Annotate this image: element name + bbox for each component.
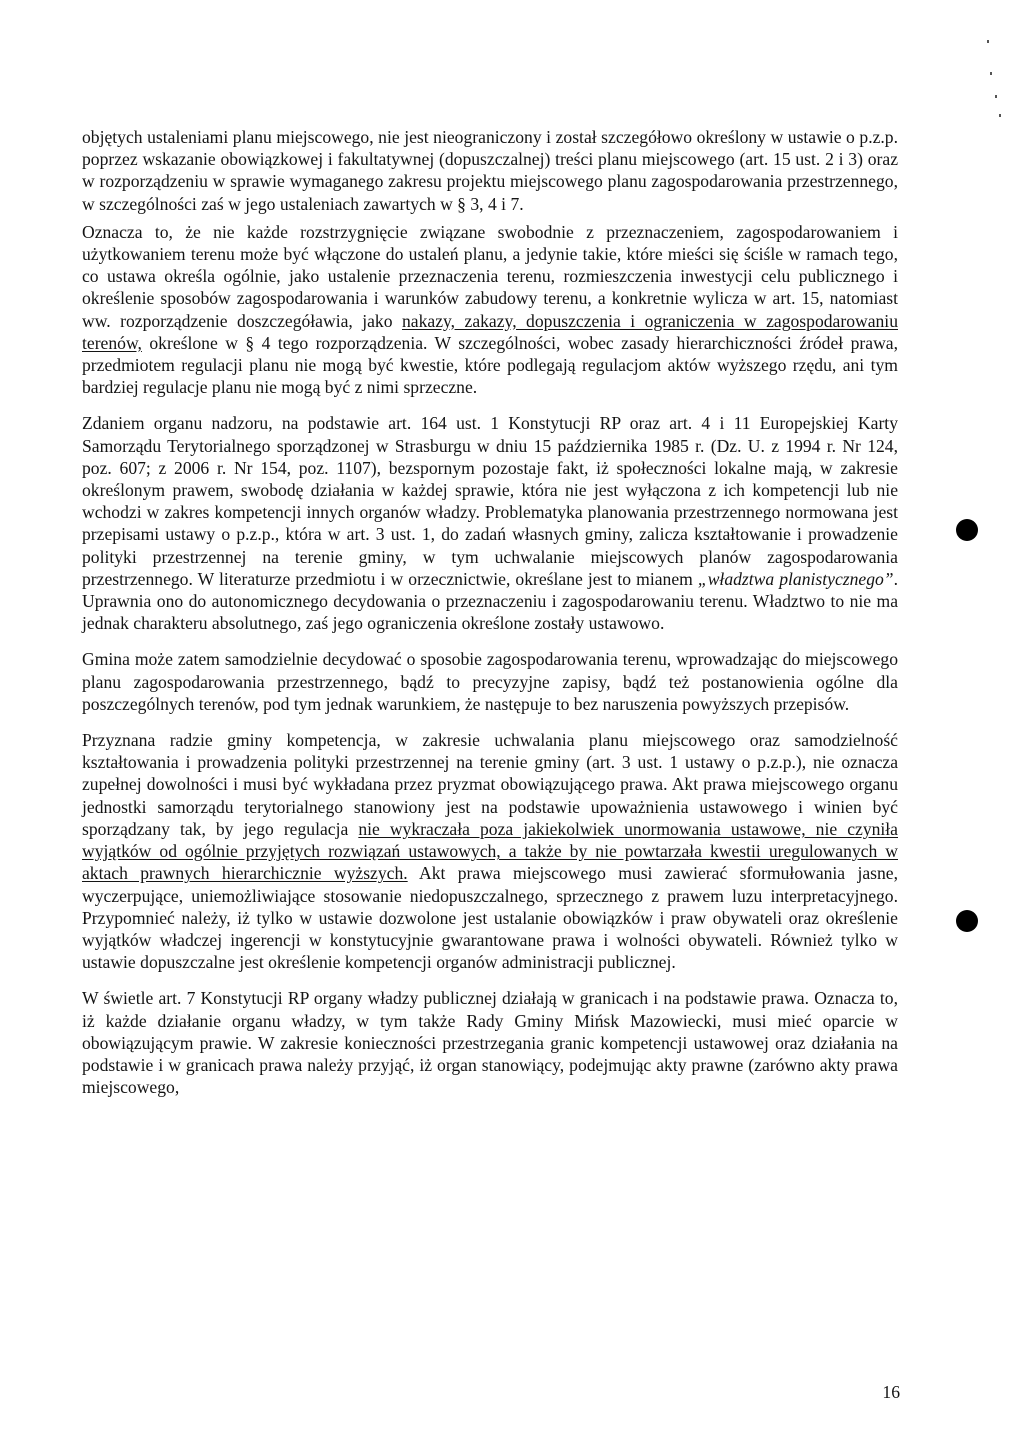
punch-hole-mark: [956, 519, 978, 541]
paragraph-5: [82, 729, 898, 973]
scan-speck: [990, 72, 992, 75]
document-body: [82, 126, 898, 1112]
paragraph-3: [82, 412, 898, 634]
scan-speck: [987, 40, 989, 43]
paragraph-6: W świetle art. 7 Konstytucji RP organy władzy publicznej działają w granicach i na podstawie prawa. Oznacza to, iż każde działanie organu władzy, w tym także Rady Gminy Mińsk Mazowiecki, musi mieć oparcie w obowiązującym prawie. W zakresie konieczności przestrzegania granic kompetencji ustawowej oraz działania na podstawie i w granicach prawa należy przyjąć, iż organ stanowiący, podejmując akty prawne (zarówno akty prawa miejscowego,: [82, 988, 898, 1098]
scan-speck: [999, 114, 1001, 117]
paragraph-2: [82, 221, 898, 399]
underlined-phrase: nakazy, zakazy, dopuszczenia i ograniczenia w zagospodarowaniu terenów,: [82, 310, 898, 353]
italic-term: „władztwa planistycznego”: [697, 568, 894, 589]
paragraph-4: Gmina może zatem samodzielnie decydować o sposobie zagospodarowania terenu, wprowadzając do miejscowego planu zagospodarowania przestrzennego, bądź to precyzyjne zapisy, bądź też postanowienia ogólne dla poszczególnych terenów, pod tym jednak warunkiem, że następuje to bez naruszenia powyższych przepisów.: [82, 649, 898, 714]
paragraph-5-text: Przyznana radzie gminy kompetencja, w zakresie uchwalania planu miejscowego oraz samodzielność kształtowania i prowadzenia polityki przestrzennej na terenie gminy (art. 3 ust. 1 ustawy o p.z.p.), nie oznacza zupełnej dowolności i musi być wykładana przez pryzmat obowiązującego prawa. Akt prawa miejscowego organu jednostki samorządu terytorialnego stanowiony jest na podstawie upoważnienia ustawowego i winien być sporządzany tak, by jego regulacja: [82, 730, 898, 839]
page-number: 16: [882, 1382, 900, 1402]
paragraph-2-text-end: określone w § 4 tego rozporządzenia. W szczególności, wobec zasady hierarchiczności źródeł prawa, przedmiotem regulacji planu nie mogą być kwestie, które podlegają regulacjom aktów wyższego rzędu, ani tym bardziej regulacje planu nie mogą być z nimi sprzeczne.: [82, 332, 898, 398]
punch-hole-mark: [956, 910, 978, 932]
paragraph-3-text: Zdaniem organu nadzoru, na podstawie art. 164 ust. 1 Konstytucji RP oraz art. 4 i 11 Europejskiej Karty Samorządu Terytorialnego sporządzonej w Strasburgu w dniu 15 października 1985 r. (Dz. U. z 1994 r. Nr 124, poz. 607; z 2006 r. Nr 154, poz. 1107), bezspornym pozostaje fakt, iż społeczności lokalne mają, w zakresie określonym prawem, swobodę działania w każdej sprawie, która nie jest wyłączona z ich kompetencji lub nie wchodzi w zakres kompetencji innych organów władzy. Problematyka planowania przestrzennego normowana jest przepisami ustawy o p.z.p., która w art. 3 ust. 1, do zadań własnych gminy, zalicza kształtowanie i prowadzenie polityki przestrzennej na terenie gminy, w tym uchwalanie miejscowych planów zagospodarowania przestrzennego. W literaturze przedmiotu i w orzecznictwie, określane jest to mianem: [82, 413, 898, 589]
paragraph-5-text-end: Akt prawa miejscowego musi zawierać sformułowania jasne, wyczerpujące, uniemożliwiające stosowanie niedopuszczalnego, sprzecznego z prawem luzu interpretacyjnego. Przypomnieć należy, iż tylko w ustawie dozwolone jest ustalanie obowiązków i praw obywateli oraz określenie wyjątków władczej ingerencji w konstytucyjnie gwarantowane prawa i wolności obywateli. Również tylko w ustawie dopuszczalne jest określenie kompetencji organów administracji publicznej.: [82, 863, 898, 973]
paragraph-2-text: Oznacza to, że nie każde rozstrzygnięcie związane swobodnie z przeznaczeniem, zagospodarowaniem i użytkowaniem terenu może być włączone do ustaleń planu, a jedynie takie, które mieści się ściśle w ramach tego, co ustawa określa ogólnie, jako ustalenie przeznaczenia terenu, rozmieszczenia inwestycji celu publicznego i określenie sposobów zagospodarowania i warunków zabudowy terenu, a konkretnie wylicza w art. 15, natomiast ww. rozporządzenie doszczegóławia, jako: [82, 221, 898, 331]
underlined-passage: nie wykraczała poza jakiekolwiek unormowania ustawowe, nie czyniła wyjątków od ogólnie przyjętych rozwiązań ustawowych, a także by nie powtarzała kwestii uregulowanych w aktach prawnych hierarchicznie wyższych.: [82, 818, 898, 884]
paragraph-1: objętych ustaleniami planu miejscowego, nie jest nieograniczony i został szczegółowo określony w ustawie o p.z.p. poprzez wskazanie obowiązkowej i fakultatywnej (dopuszczalnej) treści planu miejscowego (art. 15 ust. 2 i 3) oraz w rozporządzeniu w sprawie wymaganego zakresu projektu miejscowego planu zagospodarowania przestrzennego, w szczególności zaś w jego ustaleniach zawartych w § 3, 4 i 7.: [82, 127, 898, 214]
scan-speck: [995, 95, 997, 98]
paragraph-3-text-end: . Uprawnia ono do autonomicznego decydowania o przeznaczeniu i zagospodarowaniu terenu. Władztwo to nie ma jednak charakteru absolutnego, zaś jego ograniczenia określone zostały ustawowo.: [82, 568, 898, 634]
